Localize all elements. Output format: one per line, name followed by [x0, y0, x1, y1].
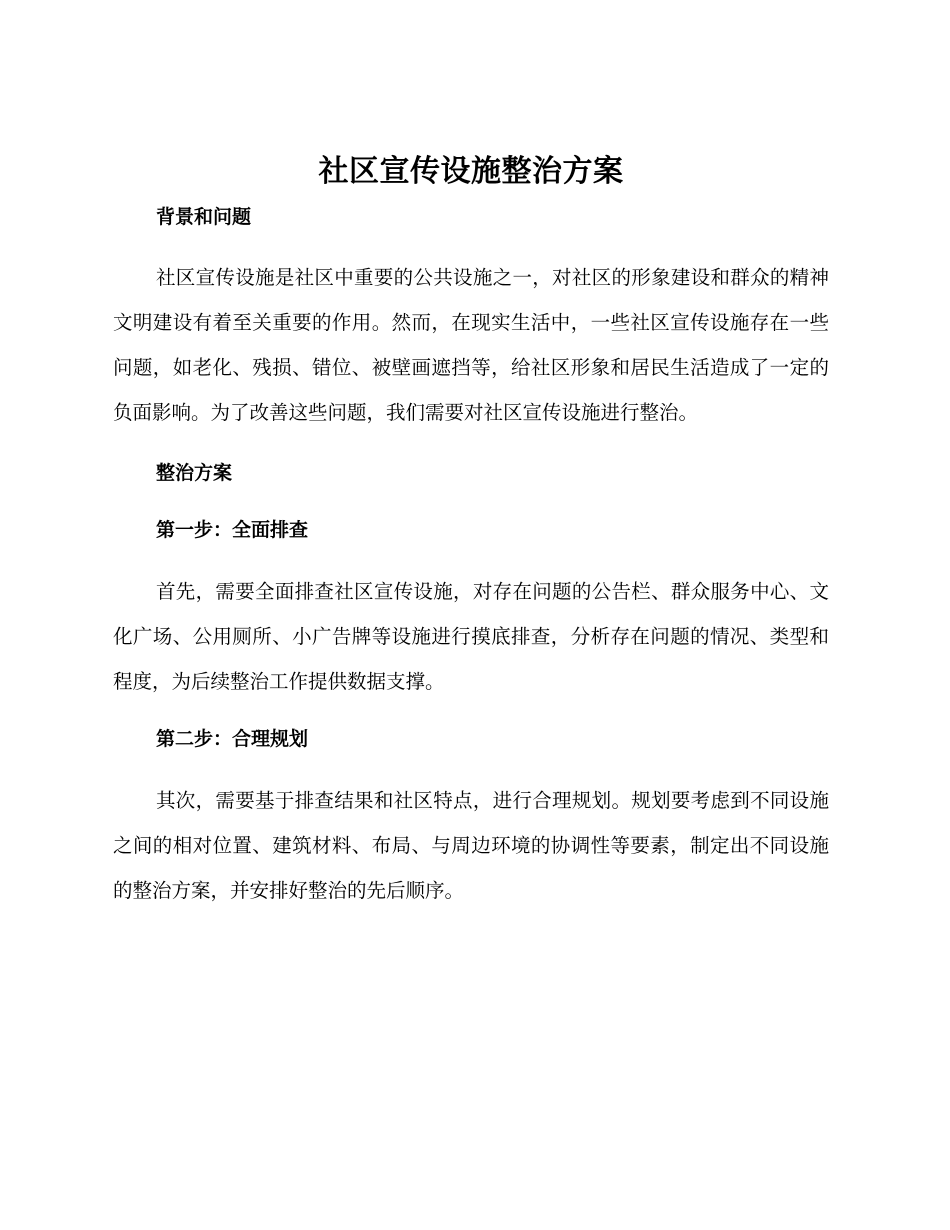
paragraph-step2: 其次，需要基于排查结果和社区特点，进行合理规划。规划要考虑到不同设施之间的相对位置、建筑材料、布局、与周边环境的协调性等要素，制定出不同设施的整治方案，并安排好整治的先后顺序。 — [113, 789, 829, 902]
paragraph-background: 社区宣传设施是社区中重要的公共设施之一，对社区的形象建设和群众的精神文明建设有着至关重要的作用。然而，在现实生活中，一些社区宣传设施存在一些问题，如老化、残损、错位、被壁画遮挡等，给社区形象和居民生活造成了一定的负面影响。为了改善这些问题，我们需要对社区宣传设施进行整治。 — [113, 266, 829, 424]
section-heading-background: 背景和问题 — [156, 206, 252, 228]
document-page — [113, 150, 829, 913]
section-heading-step2: 第二步：合理规划 — [156, 728, 309, 750]
section-heading-step1: 第一步：全面排查 — [156, 519, 309, 541]
section-heading-plan: 整治方案 — [156, 462, 233, 484]
paragraph-step1: 首先，需要全面排查社区宣传设施，对存在问题的公告栏、群众服务中心、文化广场、公用厕所、小广告牌等设施进行摸底排查，分析存在问题的情况、类型和程度，为后续整治工作提供数据支撑。 — [113, 580, 829, 693]
document-title: 社区宣传设施整治方案 — [318, 154, 624, 189]
